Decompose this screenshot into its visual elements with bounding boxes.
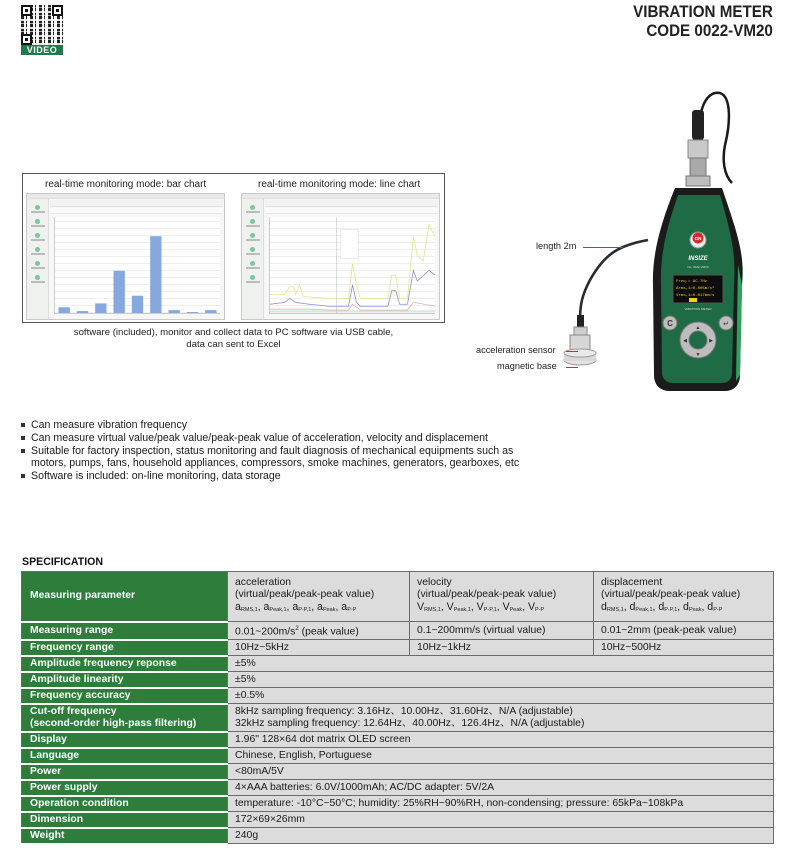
svg-text:No. 0022-VM20: No. 0022-VM20 [687, 265, 709, 269]
parameter-symbol: V [527, 601, 536, 613]
bar [168, 310, 179, 313]
spec-label: Measuring parameter [22, 572, 228, 622]
top-connector [692, 110, 704, 140]
parameter-symbol: a [263, 601, 270, 613]
table-row [22, 732, 774, 748]
svg-text:Freq.= AC.7Hz: Freq.= AC.7Hz [676, 280, 708, 284]
sensor-cable-end [577, 315, 584, 327]
spec-label: Measuring range [22, 622, 228, 640]
svg-text:↵: ↵ [723, 320, 729, 328]
spec-table [21, 571, 774, 844]
parameter-symbol: V [502, 601, 510, 613]
velocity-cell: velocity (virtual/peak/peak-peak value) VRMS,1, VPeak,1, VP-P,1, VPeak, VP-P [410, 572, 594, 622]
parameter-symbol: V [417, 601, 425, 613]
spec-label: Dimension [22, 812, 228, 828]
acceleration-cell: acceleration (virtual/peak/peak-peak value) aRMS,1, aPeak,1, aP-P,1, aPeak, aP-P [228, 572, 410, 622]
sensor-cable [580, 240, 648, 320]
video-label: VIDEO [21, 45, 63, 55]
table-row [22, 812, 774, 828]
table-row [22, 764, 774, 780]
product-name: VIBRATION METER [633, 3, 773, 21]
cable-length-label: length 2m [536, 241, 577, 251]
parameter-symbol: V [476, 601, 484, 613]
bar-chart-screenshot [26, 193, 225, 320]
line-chart [270, 217, 435, 313]
spec-value: $0.01\sim 200m/s^2$ (peak value) [228, 622, 410, 640]
sensor-pointer-line [566, 351, 578, 352]
parameter-symbol: a [341, 601, 348, 613]
parameter-symbol: d [707, 601, 714, 613]
spec-value: 10Hz~5kHz [228, 640, 410, 656]
spec-label: Frequency accuracy [22, 688, 228, 704]
spec-value: Chinese, English, Portuguese [228, 748, 774, 764]
parameter-symbol: a [317, 601, 323, 613]
spec-value: temperature: -10°C~50°C; humidity: 25%RH~90%RH, non-condensing; pressure: 65kPa~108kPa [228, 796, 774, 812]
bar [132, 296, 143, 313]
displacement-cell: displacement (virtual/peak/peak-peak value) dRMS,1, dPeak,1, dP-P,1, dPeak, dP-P [594, 572, 774, 622]
line-series-2 [270, 270, 435, 306]
spec-label: Power supply [22, 780, 228, 796]
spec-value: 10Hz~500Hz [594, 640, 774, 656]
displacement-symbols: dRMS,1, dPeak,1, dP-P,1, dPeak, dP-P [601, 601, 723, 613]
feature-item: Suitable for factory inspection, status monitoring and fault diagnosis of mechanical equipments such as motors, pumps, fans, household appliances, compressors, smoke machines, generators, gearboxes, etc [21, 445, 521, 471]
bar [77, 311, 88, 313]
feature-list [21, 419, 561, 483]
spec-label: Weight [22, 828, 228, 844]
line-series-3 [270, 302, 435, 310]
table-row [22, 780, 774, 796]
software-screenshots [22, 173, 445, 323]
video-qr-code[interactable] [21, 5, 63, 55]
qr-code-icon [21, 5, 63, 45]
brand-logo: INSIZE [688, 256, 708, 262]
acceleration-symbols: aRMS,1, aPeak,1, aP-P,1, aPeak, aP-P [235, 601, 357, 613]
svg-text:▲: ▲ [695, 325, 701, 331]
bar [58, 307, 69, 313]
svg-text:◀: ◀ [683, 338, 687, 344]
svg-text:Arms,1=0.005m/s²: Arms,1=0.005m/s² [676, 287, 715, 291]
svg-text:C: C [667, 319, 673, 328]
table-row [22, 688, 774, 704]
table-row [22, 828, 774, 844]
table-row [22, 672, 774, 688]
bar-chart [55, 217, 220, 313]
svg-text:VIBRATION METER: VIBRATION METER [684, 307, 712, 311]
feature-item: Software is included: on-line monitoring, data storage [21, 470, 561, 483]
bar [150, 236, 161, 313]
feature-item: Can measure vibration frequency [21, 419, 561, 432]
magnetic-base-label: magnetic base [497, 361, 557, 371]
parameter-symbol: d [601, 601, 607, 613]
spec-label: Frequency range [22, 640, 228, 656]
svg-text:▼: ▼ [695, 352, 701, 358]
parameter-symbol: a [235, 601, 241, 613]
base-pointer-line [566, 367, 578, 368]
spec-label: Cut-off frequency (second-order high-pass filtering) [22, 704, 228, 732]
table-row [22, 622, 774, 640]
bar [113, 271, 124, 313]
spec-label: Amplitude linearity [22, 672, 228, 688]
parameter-symbol: d [658, 601, 665, 613]
spec-label: Amplitude frequency reponse [22, 656, 228, 672]
svg-text:▶: ▶ [709, 338, 713, 344]
table-row [22, 748, 774, 764]
bar [205, 310, 216, 313]
svg-text:ON: ON [694, 236, 702, 241]
sensor-label: acceleration sensor [476, 345, 556, 355]
software-sidebar [27, 199, 49, 319]
bar [187, 312, 198, 313]
spec-title: SPECIFICATION [22, 556, 104, 568]
feature-item: Can measure virtual value/peak value/peak-peak value of acceleration, velocity and displacement [21, 432, 561, 445]
spec-value: 4×AAA batteries: 6.0V/1000mAh; AC/DC adapter: 5V/2A [228, 780, 774, 796]
parameter-symbol: V [446, 601, 454, 613]
spec-value: 0.01~2mm (peak-peak value) [594, 622, 774, 640]
spec-value: ±5% [228, 672, 774, 688]
bar [95, 303, 106, 313]
spec-label: Display [22, 732, 228, 748]
parameter-symbol: a [292, 601, 299, 613]
spec-value: 1.96" 128×64 dot matrix OLED screen [228, 732, 774, 748]
table-row [22, 704, 774, 732]
spec-label: Language [22, 748, 228, 764]
spec-value: ±0.5% [228, 688, 774, 704]
svg-text:Vrms,1=0.017mm/s: Vrms,1=0.017mm/s [676, 294, 715, 298]
spec-label: Power [22, 764, 228, 780]
parameter-symbol: d [629, 601, 636, 613]
spec-label: Operation condition [22, 796, 228, 812]
spec-value: ±5% [228, 656, 774, 672]
product-code: CODE 0022-VM20 [646, 22, 773, 40]
line-chart-screenshot [241, 193, 440, 320]
line-chart-caption: real-time monitoring mode: line chart [258, 179, 421, 190]
spec-value: 240g [228, 828, 774, 844]
software-note: software (included), monitor and collect data to PC software via USB cable, data can sent to Excel [73, 327, 394, 350]
cable-pointer-line [583, 247, 623, 248]
table-row [22, 796, 774, 812]
velocity-symbols: VRMS,1, VPeak,1, VP-P,1, VPeak, VP-P [417, 601, 545, 613]
spec-value: 0.1~200mm/s (virtual value) [410, 622, 594, 640]
software-sidebar [242, 199, 264, 319]
spec-value: <80mA/5V [228, 764, 774, 780]
product-title [633, 3, 773, 41]
table-row [22, 640, 774, 656]
spec-value: 10Hz~1kHz [410, 640, 594, 656]
table-row [22, 572, 774, 622]
bar-chart-caption: real-time monitoring mode: bar chart [45, 179, 207, 190]
spec-value: 172×69×26mm [228, 812, 774, 828]
spec-value: 8kHz sampling frequency: 3.16Hz、10.00Hz、31.60Hz、N/A (adjustable) 32kHz sampling frequency: 12.64Hz、40.00Hz、126.4Hz、N/A (adjustable) [228, 704, 774, 732]
table-row [22, 656, 774, 672]
parameter-symbol: d [683, 601, 689, 613]
